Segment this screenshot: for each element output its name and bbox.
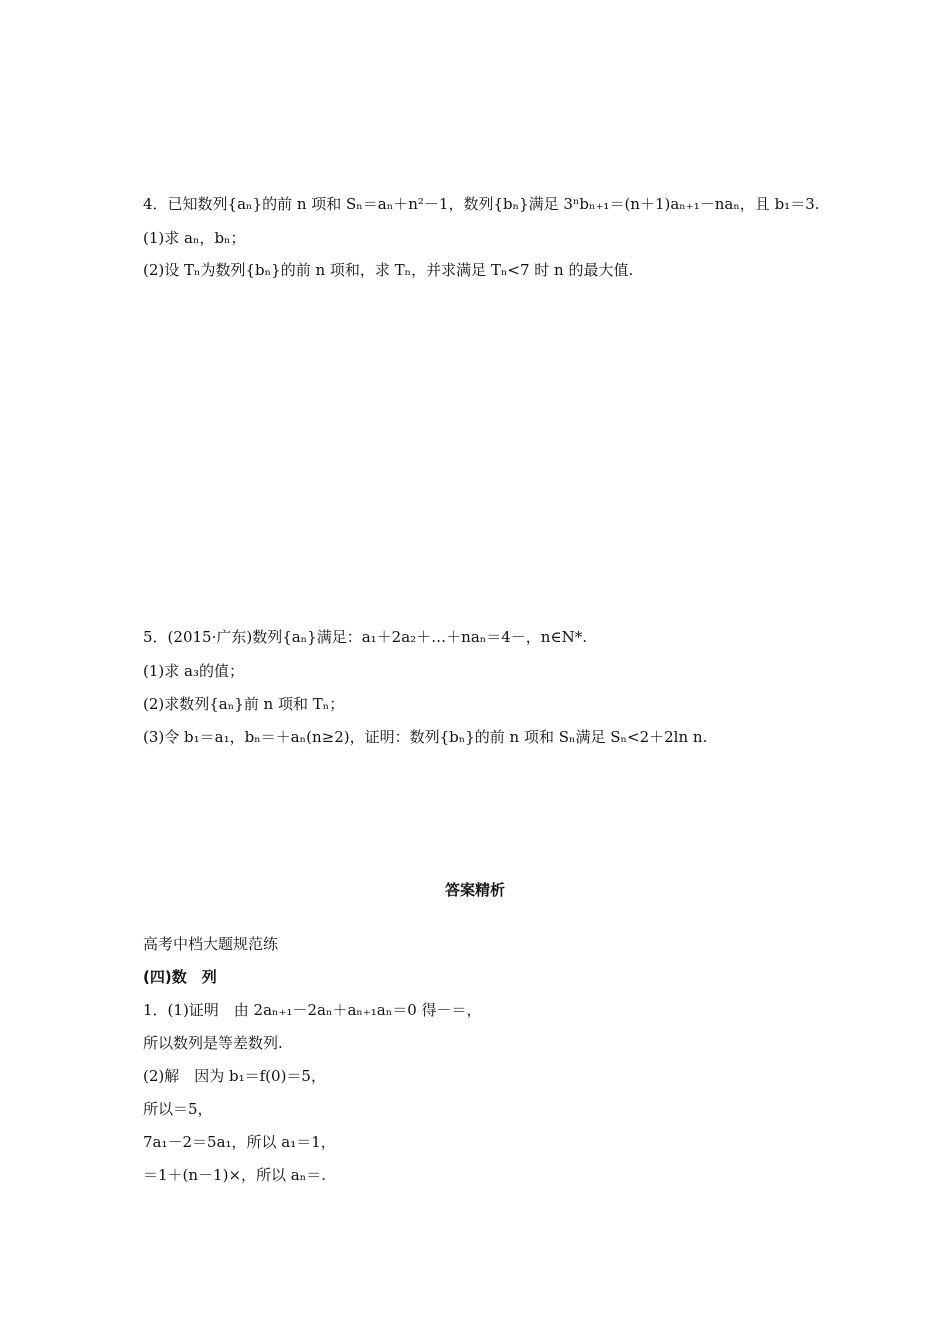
problem-5-part-1: (1)求 a₃的值； xyxy=(143,662,244,680)
answer-line: (2)解 因为 b₁＝f(0)＝5， xyxy=(143,1067,326,1085)
answer-subsection-heading: (四)数 列 xyxy=(143,968,217,986)
problem-4-part-1: (1)求 aₙ，bₙ； xyxy=(143,229,246,247)
problem-4-part-2: (2)设 Tₙ为数列{bₙ}的前 n 项和，求 Tₙ，并求满足 Tₙ<7 时 n 的最大值. xyxy=(143,261,634,279)
answer-line: 所以数列是等差数列. xyxy=(143,1034,283,1052)
answer-line: ＝1＋(n－1)×，所以 aₙ＝. xyxy=(143,1166,326,1184)
answer-line: 所以＝5， xyxy=(143,1100,213,1118)
answer-line: 7a₁－2＝5a₁，所以 a₁＝1， xyxy=(143,1133,336,1151)
problem-5-part-2: (2)求数列{aₙ}前 n 项和 Tₙ； xyxy=(143,695,345,713)
problem-5-part-3: (3)令 b₁＝a₁，bₙ＝＋aₙ(n≥2)，证明：数列{bₙ}的前 n 项和 Sₙ满足 Sₙ<2＋2ln n. xyxy=(143,728,708,746)
problem-4-stem: 4．已知数列{aₙ}的前 n 项和 Sₙ＝aₙ＋n²－1，数列{bₙ}满足 3ⁿbₙ₊₁＝(n＋1)aₙ₊₁－naₙ，且 b₁＝3. xyxy=(143,195,820,213)
answer-title: 答案精析 xyxy=(444,881,505,899)
problem-5-stem: 5．(2015·广东)数列{aₙ}满足：a₁＋2a₂＋…＋naₙ＝4－，n∈N*. xyxy=(143,628,587,646)
answer-section-heading: 高考中档大题规范练 xyxy=(143,935,279,953)
answer-line: 1．(1)证明 由 2aₙ₊₁－2aₙ＋aₙ₊₁aₙ＝0 得－＝， xyxy=(143,1001,482,1019)
